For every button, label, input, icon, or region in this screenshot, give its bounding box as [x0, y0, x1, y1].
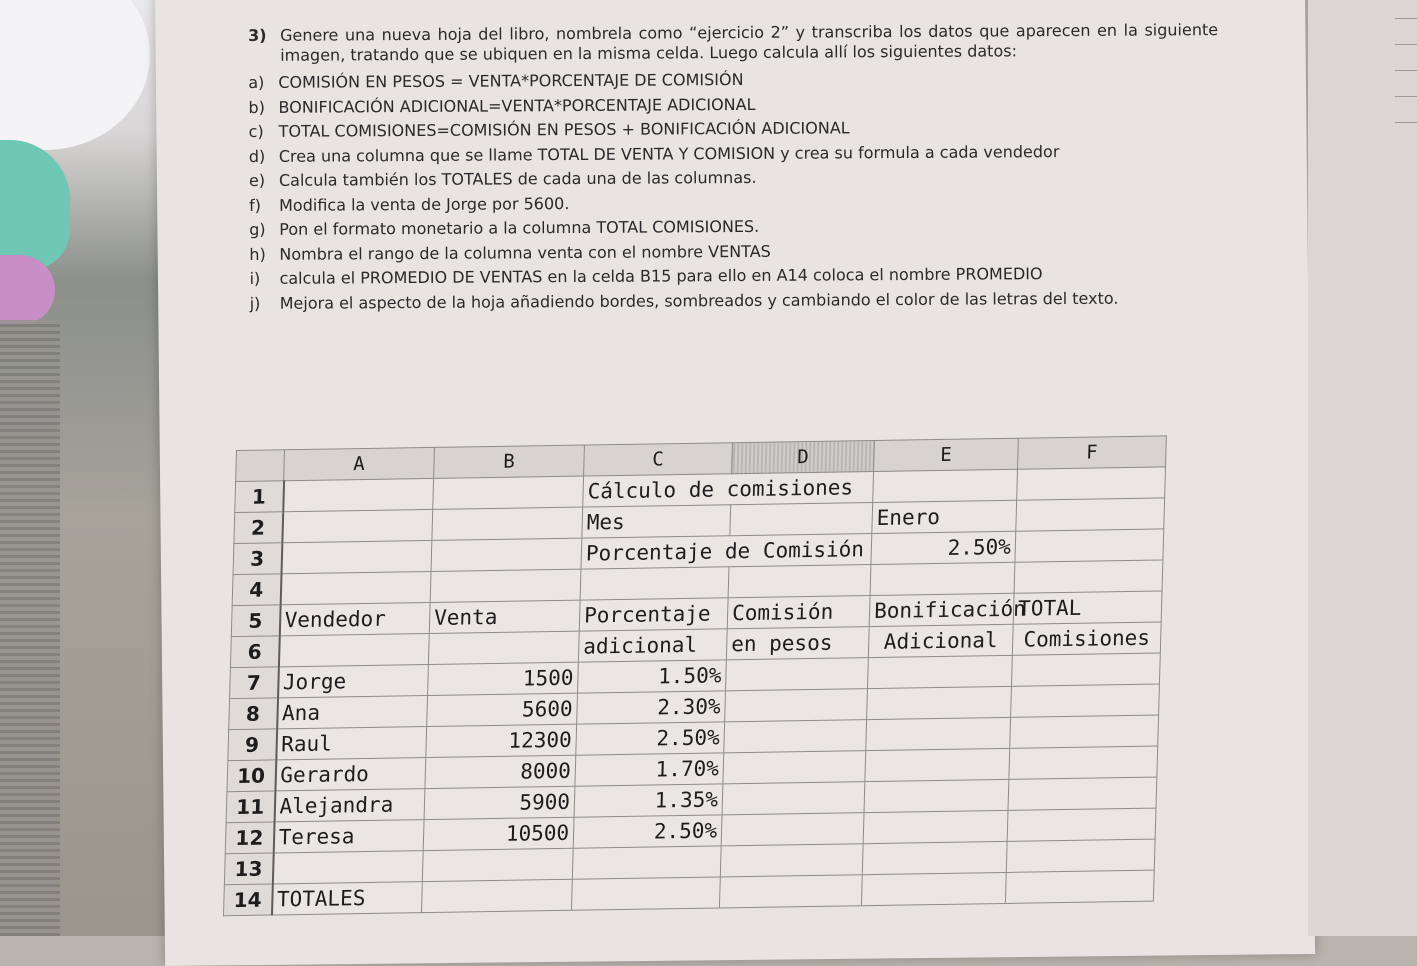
- instruction-text: Nombra el rango de la columna venta con el nombre VENTAS: [279, 241, 771, 264]
- instruction-item: [249, 190, 1219, 215]
- column-header-e: E: [874, 438, 1019, 471]
- instruction-label: h): [249, 244, 266, 264]
- exercise-intro-text: Genere una nueva hoja del libro, nombrela como “ejercicio 2” y transcriba los datos que aparecen en la siguiente imagen, tratando que se ubiquen en la misma celda. Luego calcula allí los siguientes datos:: [279, 20, 1219, 65]
- row-number: 8: [229, 698, 278, 730]
- vendedor-cell: Ana: [277, 696, 428, 729]
- porcentaje-cell: 1.35%: [574, 784, 723, 817]
- row-number: 10: [227, 760, 276, 792]
- header-adicional: adicional: [578, 629, 727, 662]
- row-number: 4: [232, 574, 281, 606]
- vendedor-cell: Alejandra: [274, 789, 425, 822]
- porcentaje-cell: 2.30%: [577, 691, 726, 724]
- instruction-text: Crea una columna que se llame TOTAL DE VENTA Y COMISION y crea su formula a cada vendedor: [278, 141, 1060, 166]
- instruction-item: [250, 288, 1220, 313]
- venta-cell: 1500: [428, 662, 579, 695]
- header-comisiones: Comisiones: [1012, 622, 1161, 655]
- mes-label: Mes: [582, 505, 731, 538]
- column-header-f: F: [1018, 436, 1167, 469]
- instruction-item: [249, 239, 1219, 264]
- instruction-item: [249, 214, 1219, 239]
- instruction-text: Calcula también los TOTALES de cada una de las columnas.: [278, 167, 757, 190]
- header-venta: Venta: [429, 600, 580, 633]
- vendedor-cell: Teresa: [273, 820, 424, 853]
- row-number: 12: [225, 822, 274, 854]
- instruction-text: Pon el formato monetario a la columna TOTAL COMISIONES.: [279, 217, 760, 239]
- paper-edge-right: [1308, 0, 1417, 936]
- instruction-text: Modifica la venta de Jorge por 5600.: [279, 193, 570, 215]
- porcentaje-comision-value: 2.50%: [871, 531, 1016, 564]
- textured-fabric: [0, 320, 60, 936]
- instruction-list: [248, 67, 1219, 313]
- header-total: TOTAL: [1013, 591, 1162, 624]
- instruction-label: b): [248, 97, 265, 117]
- instruction-item: [249, 263, 1219, 288]
- instruction-item: [249, 116, 1219, 141]
- row-number: 6: [230, 636, 279, 668]
- row-number: 1: [235, 481, 284, 513]
- spreadsheet-grid: [223, 435, 1167, 916]
- instruction-label: f): [249, 195, 262, 215]
- row-number: 5: [231, 605, 280, 637]
- corner-cell: [236, 450, 285, 482]
- porcentaje-cell: 2.50%: [573, 815, 722, 848]
- vendedor-cell: Gerardo: [275, 758, 426, 791]
- instruction-label: d): [248, 146, 266, 166]
- porcentaje-cell: 1.70%: [575, 753, 724, 786]
- instruction-label: j): [249, 293, 261, 313]
- instruction-label: a): [248, 72, 265, 93]
- vendedor-cell: Raul: [276, 727, 427, 760]
- instruction-label: g): [249, 220, 266, 240]
- white-object: [0, 0, 150, 150]
- venta-cell: 10500: [423, 817, 574, 850]
- row-number: 14: [223, 884, 272, 916]
- instruction-item: [249, 165, 1219, 190]
- row-number: 3: [233, 543, 282, 575]
- header-en-pesos: en pesos: [726, 627, 869, 660]
- totales-label: TOTALES: [271, 882, 422, 915]
- exercise-number: 3): [248, 25, 267, 45]
- instruction-label: i): [249, 269, 261, 289]
- venta-cell: 12300: [426, 724, 577, 757]
- vendedor-cell: Jorge: [278, 665, 429, 698]
- instruction-text: calcula el PROMEDIO DE VENTAS en la celda B15 para ello en A14 coloca el nombre PROMEDIO: [279, 264, 1043, 288]
- column-header-c: C: [584, 443, 733, 476]
- row-number: 9: [228, 729, 277, 761]
- instruction-text: TOTAL COMISIONES=COMISIÓN EN PESOS + BONIFICACIÓN ADICIONAL: [278, 118, 850, 141]
- header-bonificacion: Bonificación: [869, 593, 1014, 626]
- instruction-item: [249, 141, 1219, 166]
- column-header-b: B: [434, 445, 585, 478]
- porcentaje-comision-label: Porcentaje de Comisión: [581, 534, 872, 570]
- porcentaje-cell: 1.50%: [578, 660, 727, 693]
- mes-value: Enero: [872, 500, 1017, 533]
- header-comision: Comisión: [727, 596, 870, 629]
- row-number: 2: [234, 512, 283, 544]
- header-adicional-2: Adicional: [868, 624, 1013, 657]
- instruction-label: c): [248, 121, 264, 142]
- row-number: 13: [224, 853, 273, 885]
- header-vendedor: Vendedor: [279, 602, 430, 635]
- row-number: 7: [230, 667, 279, 699]
- column-header-a: A: [284, 447, 435, 480]
- column-header-d: D: [732, 440, 875, 473]
- instruction-item: [248, 67, 1218, 92]
- header-porcentaje: Porcentaje: [579, 598, 728, 631]
- instructions-block: [248, 20, 1220, 318]
- instruction-item: [248, 92, 1218, 117]
- row-number: 11: [226, 791, 275, 823]
- sheet-title: Cálculo de comisiones: [583, 471, 874, 507]
- exercise-intro: [248, 20, 1218, 65]
- instruction-text: COMISIÓN EN PESOS = VENTA*PORCENTAJE DE COMISIÓN: [278, 70, 744, 92]
- instruction-text: Mejora el aspecto de la hoja añadiendo bordes, sombreados y cambiando el color de las letras del texto.: [279, 288, 1119, 313]
- instruction-label: e): [248, 170, 266, 191]
- venta-cell: 5600: [427, 693, 578, 726]
- teal-object: [0, 140, 70, 270]
- venta-cell: 5900: [424, 786, 575, 819]
- instruction-text: BONIFICACIÓN ADICIONAL=VENTA*PORCENTAJE ADICIONAL: [278, 94, 756, 117]
- porcentaje-cell: 2.50%: [576, 722, 725, 755]
- spreadsheet-printout: [223, 435, 1166, 916]
- venta-cell: 8000: [425, 755, 576, 788]
